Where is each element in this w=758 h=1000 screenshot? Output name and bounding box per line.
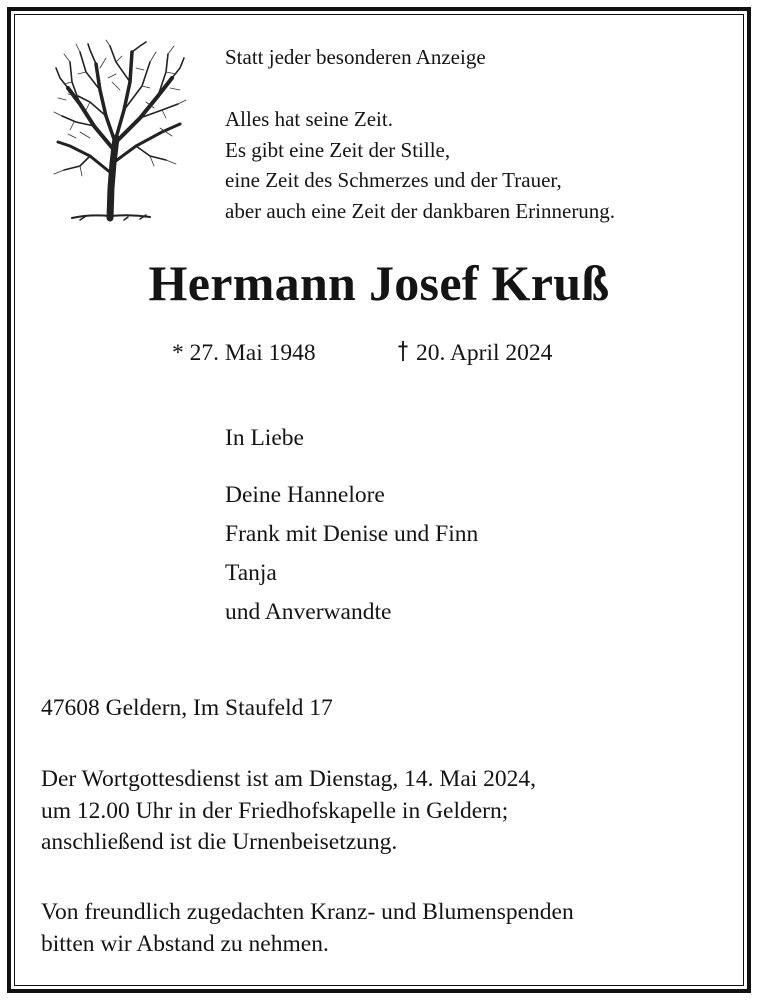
quote-line: Alles hat seine Zeit. (225, 107, 393, 131)
donation-line: Von freundlich zugedachten Kranz- und Blumenspenden (41, 899, 574, 925)
birth-date: * 27. Mai 1948 (172, 340, 316, 366)
quote-line: eine Zeit des Schmerzes und der Trauer, (225, 168, 562, 192)
death-date-group (396, 340, 552, 367)
tree-icon (50, 38, 190, 228)
deceased-name: Hermann Josef Kruß (148, 255, 610, 311)
family-list (225, 476, 478, 632)
family-member: Tanja (225, 560, 277, 586)
service-info (41, 764, 536, 859)
dagger-icon (396, 340, 410, 362)
in-love-line: In Liebe (225, 425, 304, 451)
service-line: um 12.00 Uhr in der Friedhofskapelle in Geldern; (41, 797, 509, 824)
service-line: Der Wortgottesdienst ist am Dienstag, 14. Mai 2024, (41, 766, 537, 792)
family-member: und Anverwandte (225, 599, 392, 625)
donation-line: bitten wir Abstand zu nehmen. (41, 930, 329, 957)
family-member: Frank mit Denise und Finn (225, 521, 479, 547)
quote (225, 104, 615, 226)
service-line: anschließend ist die Urnenbeisetzung. (41, 829, 398, 855)
family-member: Deine Hannelore (225, 482, 385, 508)
donation-note (41, 897, 574, 960)
address: 47608 Geldern, Im Staufeld 17 (41, 695, 333, 721)
quote-line: aber auch eine Zeit der dankbaren Erinnerung. (225, 198, 616, 223)
header-line: Statt jeder besonderen Anzeige (225, 45, 486, 69)
death-date: 20. April 2024 (416, 340, 553, 366)
quote-line: Es gibt eine Zeit der Stille, (225, 137, 451, 162)
